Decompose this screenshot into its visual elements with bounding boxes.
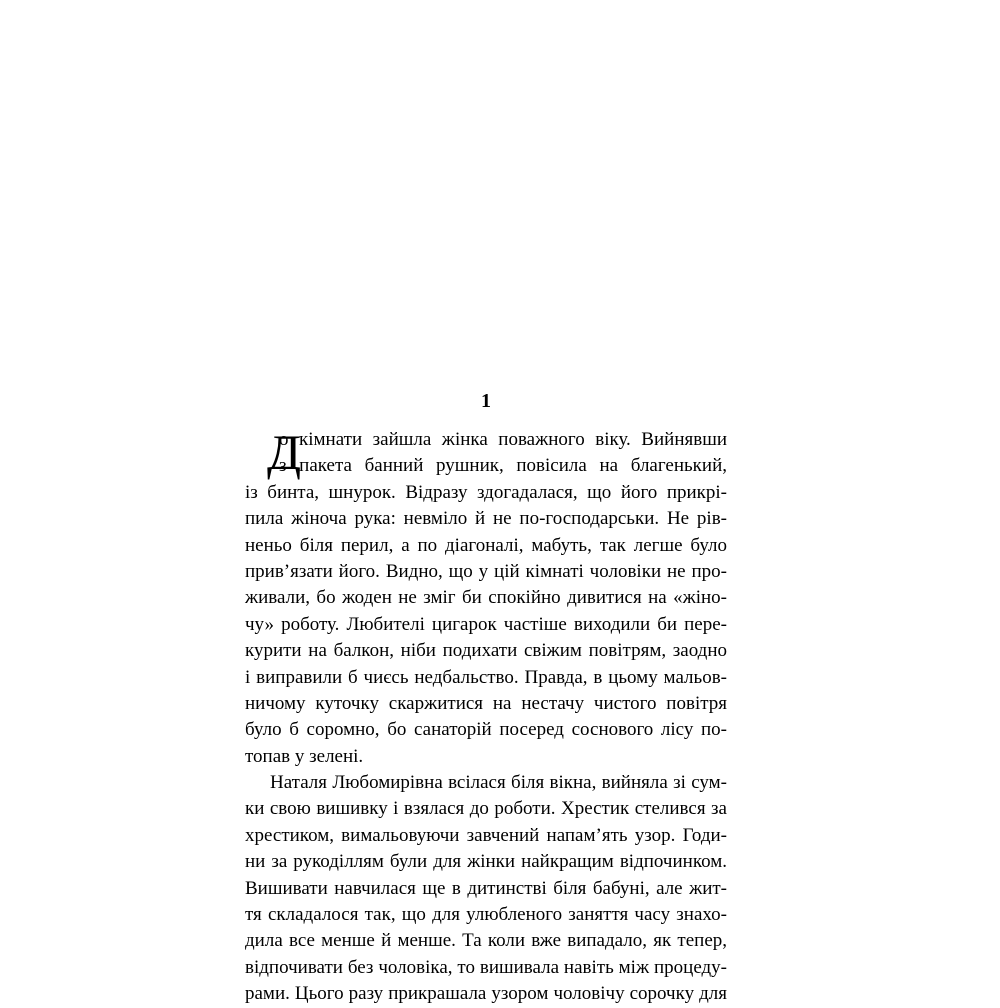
text-line: рами. Цього разу прикрашала узором чоловічу сорочку для	[245, 983, 727, 1005]
text-line: курити на балкон, ніби подихати свіжим повітрям, заодно	[245, 640, 727, 662]
text-line: з пакета банний рушник, повісила на благенький,	[279, 455, 727, 477]
paragraph-2	[245, 770, 727, 1008]
text-line: із бинта, шнурок. Відразу здогадалася, що його прикрі-	[245, 481, 727, 503]
body-text	[245, 424, 727, 1008]
text-line: пила жіноча рука: невміло й не по-господарськи. Не рів-	[245, 508, 727, 530]
text-line: прив’язати його. Видно, що у цій кімнаті чоловіки не про-	[245, 560, 727, 582]
chapter-number: 1	[481, 390, 491, 412]
drop-cap: Д	[267, 424, 302, 480]
text-line: топав у зелені.	[245, 745, 364, 767]
text-line: Вишивати навчилася ще в дитинстві біля бабуні, але жит-	[245, 877, 727, 899]
line-text: о кімнати зайшла жінка поважного віку. Вийнявши	[279, 429, 727, 450]
text-line: хрестиком, вимальовуючи завчений напам’ять узор. Годи-	[245, 824, 727, 846]
text-line: дила все менше й менше. Та коли вже випадало, як тепер,	[245, 930, 727, 952]
text-line: живали, бо жоден не зміг би спокійно дивитися на «жіно-	[245, 587, 727, 609]
text-line: ни за рукоділлям були для жінки найкращим відпочинком.	[245, 851, 727, 873]
text-line: і виправили б чиєсь недбальство. Правда, в цьому мальов-	[245, 666, 727, 688]
text-line: ки свою вишивку і взялася до роботи. Хрестик стелився за	[245, 798, 727, 820]
text-line: відпочивати без чоловіка, то вишивала навіть між процеду-	[245, 956, 727, 978]
text-line: ничому куточку скаржитися на нестачу чистого повітря	[245, 692, 727, 714]
text-line: Наталя Любомирівна всілася біля вікна, вийняла зі сум-	[270, 772, 727, 794]
paragraph-1	[245, 424, 727, 770]
text-line: неньо біля перил, а по діагоналі, мабуть, так легше було	[245, 534, 727, 556]
text-line: чу» роботу. Любителі цигарок частіше виходили би пере-	[245, 613, 727, 635]
text-line: було б соромно, бо санаторій посеред соснового лісу по-	[245, 719, 727, 741]
text-line: тя складалося так, що для улюбленого заняття часу знахо-	[245, 904, 727, 926]
